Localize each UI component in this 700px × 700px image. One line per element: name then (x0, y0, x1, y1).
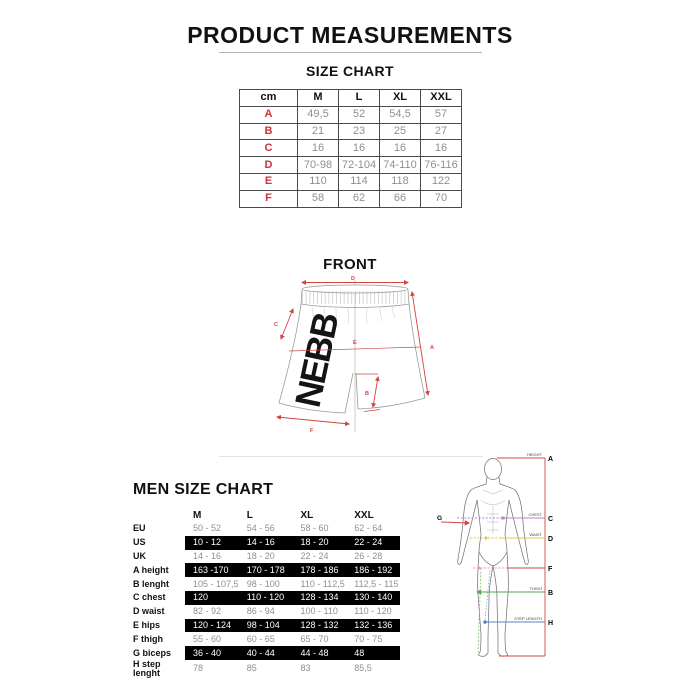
row-label: B (240, 123, 298, 140)
table-cell: 110 (298, 173, 339, 190)
table-cell: 163 -170 (185, 563, 239, 577)
table-cell: 58 (298, 190, 339, 207)
men-size-chart-table (133, 508, 400, 678)
title-divider (219, 52, 482, 53)
letter-c: C (548, 516, 554, 523)
table-cell: 40 - 44 (239, 646, 293, 660)
table-row (133, 605, 400, 619)
table-row (240, 173, 462, 190)
table-row (240, 190, 462, 207)
table-cell: 10 - 12 (185, 536, 239, 550)
table-cell: 14 - 16 (193, 550, 222, 561)
measure-b-arrow (373, 377, 378, 407)
measure-f-arrow (277, 417, 349, 424)
table-cell: 62 (339, 190, 380, 207)
table-cell: 54,5 (380, 106, 421, 123)
men-chart-header-row (133, 508, 400, 522)
column-header-blank (133, 508, 185, 522)
table-cell: 130 - 140 (346, 591, 400, 605)
letter-g: G (437, 515, 443, 522)
table-row (240, 157, 462, 174)
hips-marker-dot (478, 567, 481, 570)
column-header-m: M (298, 90, 339, 107)
brand-text: NEBB (286, 310, 347, 411)
chest-label: CHEST (528, 512, 542, 517)
page-title: PRODUCT MEASUREMENTS (187, 22, 513, 48)
table-cell: 118 (380, 173, 421, 190)
row-label: F thigh (133, 633, 163, 644)
label-c: C (274, 322, 278, 328)
table-cell: 70 - 75 (354, 633, 383, 644)
row-label: B lenght (133, 578, 169, 589)
table-cell: 85 (246, 663, 257, 674)
table-row (240, 123, 462, 140)
letter-d: D (548, 536, 554, 543)
label-e: E (353, 340, 357, 346)
waist-label: WAIST (529, 532, 542, 537)
measure-b-bottom-tick (364, 410, 380, 412)
step-length-label: STEP LENGTH (514, 616, 542, 621)
column-header-m: M (193, 509, 202, 521)
table-cell: 50 - 52 (193, 523, 222, 534)
size-chart-header-row (240, 90, 462, 107)
table-cell: 25 (380, 123, 421, 140)
table-row-highlighted (133, 536, 400, 550)
table-row-highlighted (133, 591, 400, 605)
table-cell: 83 (300, 663, 311, 674)
size-chart-table (239, 89, 462, 208)
letter-f: F (548, 566, 553, 573)
column-header-l: L (246, 509, 253, 521)
table-cell: 112,5 - 115 (354, 578, 399, 589)
table-cell: 70 (421, 190, 462, 207)
table-row (133, 632, 400, 646)
row-label: E hips (133, 619, 161, 630)
table-cell: 120 (185, 591, 239, 605)
row-label: D (240, 157, 298, 174)
table-cell: 55 - 60 (193, 633, 222, 644)
table-row-highlighted (133, 619, 400, 633)
human-figure-outline (458, 459, 529, 657)
table-cell: 21 (298, 123, 339, 140)
table-cell: 85,5 (354, 663, 372, 674)
table-cell: 110 - 112,5 (300, 578, 345, 589)
table-cell: 70-98 (298, 157, 339, 174)
row-label: D waist (133, 606, 165, 617)
letter-b: B (548, 590, 554, 597)
row-label: H step lenght (133, 658, 161, 678)
table-cell: 72-104 (339, 157, 380, 174)
label-a: A (430, 345, 434, 351)
column-header-xl: XL (300, 509, 314, 521)
column-header-xl: XL (380, 90, 421, 107)
table-row-highlighted (133, 563, 400, 577)
table-row (133, 660, 400, 678)
table-cell: 22 - 24 (300, 550, 329, 561)
row-label: E (240, 173, 298, 190)
row-label: EU (133, 523, 146, 534)
row-label: A height (133, 564, 169, 575)
table-cell: 22 - 24 (346, 536, 400, 550)
height-label: HEIGHT (526, 452, 542, 457)
table-cell: 49,5 (298, 106, 339, 123)
row-label: C chest (133, 592, 166, 603)
table-cell: 82 - 92 (193, 606, 222, 617)
table-row (133, 577, 400, 591)
table-cell: 114 (339, 173, 380, 190)
body-measurement-diagram (435, 442, 575, 677)
table-cell: 128 - 134 (293, 591, 347, 605)
table-cell: 170 - 178 (239, 563, 293, 577)
table-cell: 78 (193, 663, 204, 674)
table-cell: 16 (298, 140, 339, 157)
table-cell: 128 - 132 (293, 619, 347, 633)
table-cell: 60 - 65 (246, 633, 275, 644)
table-cell: 100 - 110 (300, 606, 338, 617)
table-cell: 66 (380, 190, 421, 207)
table-cell: 48 (346, 646, 400, 660)
table-cell: 26 - 28 (354, 550, 383, 561)
column-header-xxl: XXL (354, 509, 374, 521)
label-d: D (351, 276, 355, 282)
front-heading: FRONT (323, 256, 377, 273)
table-cell: 98 - 104 (239, 619, 293, 633)
table-cell: 36 - 40 (185, 646, 239, 660)
shorts-front-diagram (272, 276, 437, 434)
table-cell: 62 - 64 (354, 523, 383, 534)
table-cell: 110 - 120 (239, 591, 293, 605)
men-size-chart-heading: MEN SIZE CHART (133, 481, 274, 498)
table-row (240, 106, 462, 123)
column-header-cm: cm (240, 90, 298, 107)
table-cell: 110 - 120 (354, 606, 392, 617)
row-label: A (240, 106, 298, 123)
table-cell: 54 - 56 (246, 523, 275, 534)
table-cell: 105 - 107,5 (193, 578, 239, 589)
table-cell: 65 - 70 (300, 633, 329, 644)
table-cell: 58 - 60 (300, 523, 329, 534)
table-cell: 122 (421, 173, 462, 190)
table-cell: 44 - 48 (293, 646, 347, 660)
row-label: C (240, 140, 298, 157)
table-cell: 86 - 94 (246, 606, 275, 617)
letter-h: H (548, 620, 554, 627)
table-cell: 76-116 (421, 157, 462, 174)
table-cell: 16 (339, 140, 380, 157)
label-f: F (310, 428, 314, 434)
biceps-arrow (441, 522, 469, 523)
table-cell: 23 (339, 123, 380, 140)
table-cell: 18 - 20 (246, 550, 275, 561)
size-chart-heading: SIZE CHART (306, 63, 394, 79)
step-length-dot (483, 620, 487, 624)
body-diagram-labels (437, 452, 553, 627)
row-label: US (133, 537, 146, 548)
table-cell: 120 - 124 (185, 619, 239, 633)
table-cell: 27 (421, 123, 462, 140)
label-b: B (365, 391, 369, 397)
chest-marker-dot (502, 517, 505, 520)
table-cell: 178 - 186 (293, 563, 347, 577)
table-cell: 18 - 20 (293, 536, 347, 550)
table-cell: 57 (421, 106, 462, 123)
row-label: F (240, 190, 298, 207)
row-label: UK (133, 550, 146, 561)
muscle-detail-lines (481, 490, 505, 534)
table-cell: 186 - 192 (346, 563, 400, 577)
table-cell: 132 - 136 (346, 619, 400, 633)
table-row (133, 550, 400, 564)
letter-a: A (548, 456, 554, 463)
table-cell: 14 - 16 (239, 536, 293, 550)
thigh-label: THIGH (529, 586, 542, 591)
table-cell: 52 (339, 106, 380, 123)
table-cell: 98 - 100 (246, 578, 280, 589)
measure-c-arrow (281, 309, 293, 339)
table-row (133, 522, 400, 536)
row-label: G biceps (133, 647, 172, 658)
column-header-l: L (339, 90, 380, 107)
table-row-highlighted (133, 646, 400, 660)
table-cell: 16 (421, 140, 462, 157)
table-row (240, 140, 462, 157)
column-header-xxl: XXL (421, 90, 462, 107)
table-cell: 74-110 (380, 157, 421, 174)
waist-marker-dot (484, 536, 487, 539)
table-cell: 16 (380, 140, 421, 157)
